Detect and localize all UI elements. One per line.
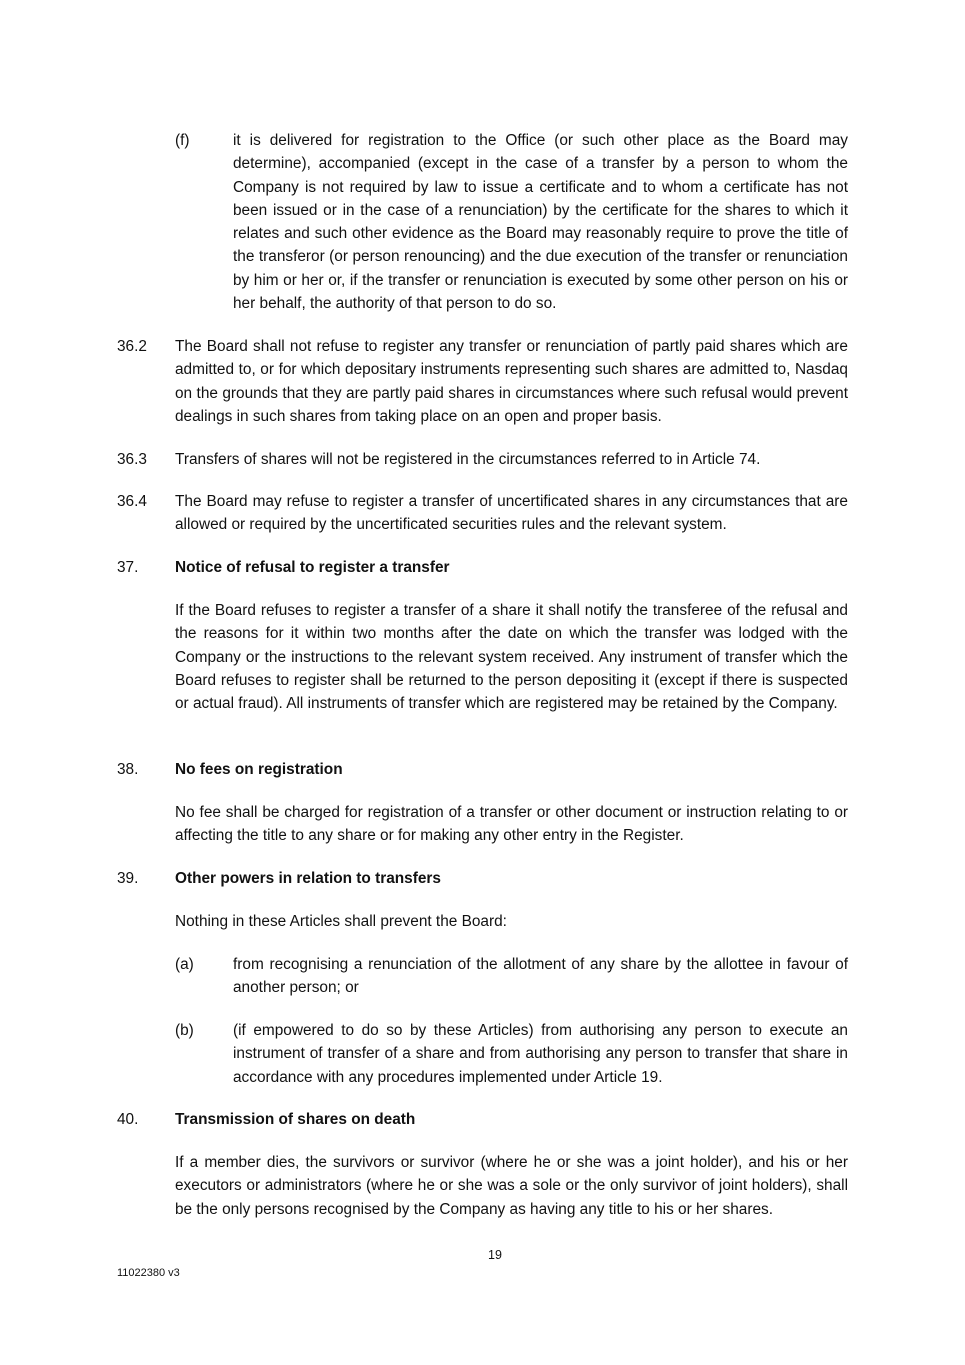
article-heading: No fees on registration (175, 761, 343, 778)
clause-number: 36.3 (117, 451, 147, 468)
article-heading: Other powers in relation to transfers (175, 870, 441, 887)
article-number: 40. (117, 1111, 139, 1128)
article-number: 39. (117, 870, 139, 887)
article-text: No fee shall be charged for registration of a transfer or other document or instruction relating to or affecting the title to any share or for making any other entry in the Register. (175, 804, 848, 845)
document-reference: 11022380 v3 (117, 1267, 180, 1279)
sub-item-text: from recognising a renunciation of the allotment of any share by the allottee in favour of another person; or (233, 956, 848, 997)
clause-text: The Board may refuse to register a transfer of uncertificated shares in any circumstances that are allowed or required by the uncertificated securities rules and the relevant system. (175, 493, 848, 534)
article-heading: Transmission of shares on death (175, 1111, 416, 1128)
article-number: 38. (117, 761, 139, 778)
sub-item-label: (f) (175, 132, 190, 149)
article-text: If a member dies, the survivors or survivor (where he or she was a joint holder), and his or her executors or administrators (where he or she was a sole or the only survivor of joint holders), shall be the only persons recognised by the Company as having any title to his or her shares. (175, 1154, 848, 1218)
sub-item-text: (if empowered to do so by these Articles) from authorising any person to execute an instrument of transfer of a share and from authorising any person to transfer that share in accordance with any procedures implemented under Article 19. (233, 1022, 848, 1086)
article-heading: Notice of refusal to register a transfer (175, 559, 450, 576)
clause-text: Transfers of shares will not be registered in the circumstances referred to in Article 74. (175, 451, 761, 468)
clause-text: The Board shall not refuse to register any transfer or renunciation of partly paid shares which are admitted to, or for which depositary instruments representing such shares are admitted to, Nasdaq on the grounds that they are partly paid shares in circumstances where such refusal would prevent dealings in such shares from taking place on an open and proper basis. (175, 338, 848, 425)
article-text: If the Board refuses to register a transfer of a share it shall notify the transferee of the refusal and the reasons for it within two months after the date on which the transfer was lodged with the Company or the instructions to the relevant system received. Any instrument of transfer which the Board refuses to register shall be returned to the person depositing it (except if there is suspected or actual fraud). All instruments of transfer which are registered may be retained by the Company. (175, 602, 848, 713)
sub-item-text: it is delivered for registration to the Office (or such other place as the Board may determine), accompanied (except in the case of a transfer by a person to whom the Company is not required by law to issue a certificate and to whom a certificate has not been issued or in the case of a renunciation) by the certificate for the shares to which it relates and such other evidence as the Board may reasonably require to prove the title of the transferor (or person renouncing) and the due execution of the transfer or renunciation by him or her or, if the transfer or renunciation is executed by some other person on his or her behalf, the authority of that person to do so. (233, 132, 848, 313)
article-intro: Nothing in these Articles shall prevent the Board: (175, 913, 507, 930)
article-number: 37. (117, 559, 139, 576)
clause-number: 36.2 (117, 338, 147, 355)
sub-item-label: (b) (175, 1022, 194, 1039)
page-number: 19 (488, 1248, 502, 1262)
sub-item-label: (a) (175, 956, 194, 973)
clause-number: 36.4 (117, 493, 147, 510)
